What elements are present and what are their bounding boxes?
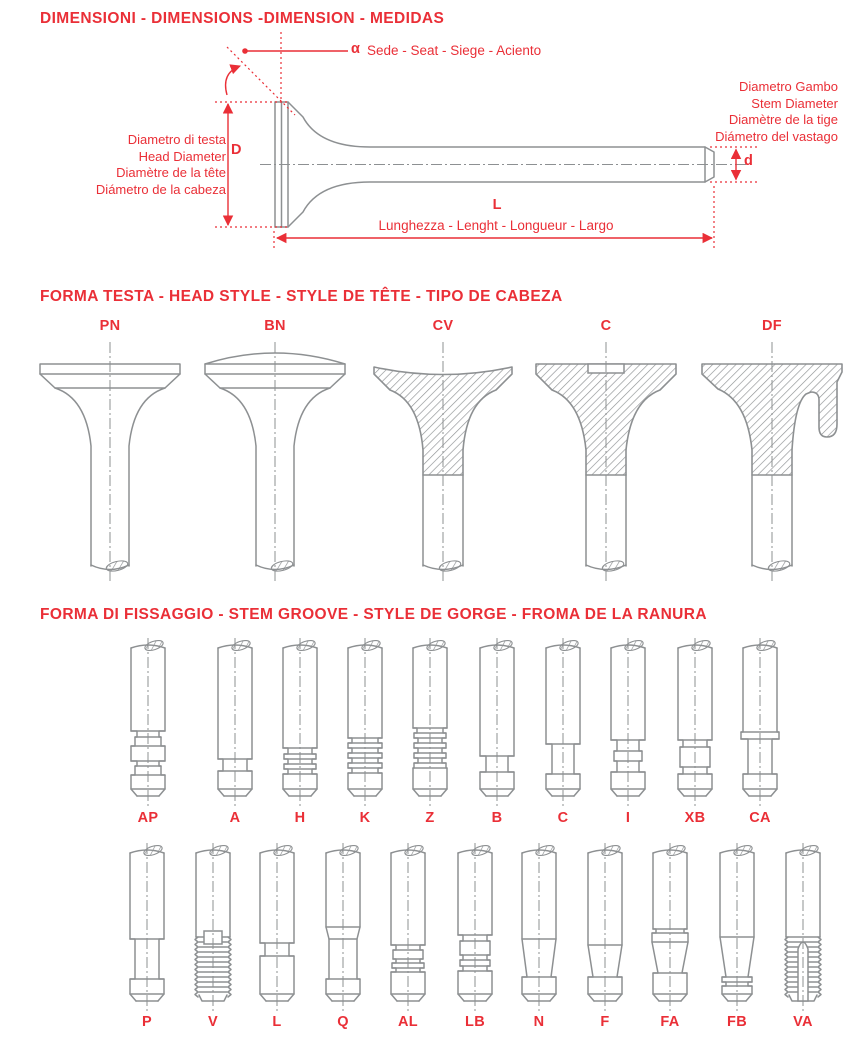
stem-groove-label-n: N	[533, 1014, 545, 1030]
head-style-figure-c	[526, 338, 686, 588]
stem-groove-label-a: A	[229, 810, 241, 826]
stem-groove-figure-fa	[638, 841, 702, 1021]
length-label: Lunghezza - Lenght - Longueur - Largo	[378, 218, 614, 233]
seat-label: Sede - Seat - Siege - Aciento	[367, 43, 542, 58]
dimension-lines	[215, 32, 760, 248]
stem-groove-label-ap: AP	[137, 810, 159, 826]
seat-angle-symbol: α	[351, 41, 360, 57]
stem-groove-label-k: K	[359, 810, 371, 826]
head-style-label-bn: BN	[264, 318, 286, 334]
head-diameter-line-en: Head Diameter	[138, 148, 226, 164]
valve-profile	[260, 102, 748, 227]
stem-grooves-title: FORMA DI FISSAGGIO - STEM GROOVE - STYLE DE GORGE - FROMA DE LA RANURA	[40, 606, 707, 623]
stem-groove-figure-fb	[705, 841, 769, 1021]
stem-groove-figure-b	[465, 636, 529, 816]
head-diameter-symbol: D	[231, 142, 242, 158]
stem-groove-label-p: P	[142, 1014, 152, 1030]
head-styles-title: FORMA TESTA - HEAD STYLE - STYLE DE TÊTE - TIPO DE CABEZA	[40, 288, 563, 305]
stem-groove-figure-ap	[116, 636, 180, 816]
stem-groove-label-xb: XB	[684, 810, 706, 826]
stem-groove-figure-i	[596, 636, 660, 816]
head-diameter-line-es: Diámetro de la cabeza	[95, 181, 226, 197]
stem-groove-figure-va	[771, 841, 835, 1021]
stem-groove-figure-l	[245, 841, 309, 1021]
head-style-figure-df	[692, 338, 852, 588]
head-style-label-c: C	[600, 318, 612, 334]
stem-groove-figure-k	[333, 636, 397, 816]
stem-diameter-line-it: Diametro Gambo	[739, 79, 838, 94]
stem-groove-label-z: Z	[425, 810, 435, 826]
stem-groove-label-fa: FA	[660, 1014, 680, 1030]
head-style-figure-bn	[195, 338, 355, 588]
stem-groove-label-v: V	[208, 1014, 218, 1030]
stem-groove-figure-n	[507, 841, 571, 1021]
head-diameter-label	[96, 132, 226, 198]
stem-groove-label-l: L	[272, 1014, 282, 1030]
stem-diameter-symbol: d	[744, 153, 753, 169]
stem-groove-label-c: C	[557, 810, 569, 826]
stem-diameter-line-es: Diámetro del vastago	[715, 128, 838, 144]
stem-groove-figure-q	[311, 841, 375, 1021]
head-diameter-line-fr: Diamètre de la tête	[116, 165, 226, 181]
stem-groove-figure-a	[203, 636, 267, 816]
stem-groove-figure-xb	[663, 636, 727, 816]
head-style-figure-pn	[30, 338, 190, 588]
head-diameter-line-it: Diametro di testa	[127, 132, 226, 147]
stem-groove-label-f: F	[600, 1014, 610, 1030]
seat-angle-arc	[226, 66, 240, 95]
length-symbol: L	[492, 197, 502, 213]
stem-groove-figure-al	[376, 841, 440, 1021]
stem-diameter-line-en: Stem Diameter	[751, 95, 838, 111]
stem-groove-figure-z	[398, 636, 462, 816]
stem-diameter-label	[715, 79, 838, 145]
stem-groove-label-ca: CA	[749, 810, 771, 826]
head-style-label-cv: CV	[432, 318, 454, 334]
stem-groove-label-i: I	[625, 810, 631, 826]
stem-groove-label-fb: FB	[727, 1014, 747, 1030]
head-style-figure-cv	[363, 338, 523, 588]
stem-groove-figure-h	[268, 636, 332, 816]
stem-groove-label-h: H	[294, 810, 306, 826]
stem-diameter-line-fr: Diamètre de la tige	[728, 112, 838, 128]
stem-groove-label-b: B	[491, 810, 503, 826]
stem-groove-label-q: Q	[337, 1014, 349, 1030]
stem-groove-label-al: AL	[398, 1014, 418, 1030]
stem-groove-figure-f	[573, 841, 637, 1021]
head-style-label-df: DF	[762, 318, 782, 334]
dimensions-title: DIMENSIONI - DIMENSIONS -DIMENSION - MEDIDAS	[40, 10, 445, 27]
head-style-label-pn: PN	[99, 318, 121, 334]
stem-groove-figure-c	[531, 636, 595, 816]
stem-groove-figure-lb	[443, 841, 507, 1021]
stem-groove-figure-p	[115, 841, 179, 1021]
stem-groove-figure-v	[181, 841, 245, 1021]
stem-groove-figure-ca	[728, 636, 792, 816]
stem-groove-label-lb: LB	[465, 1014, 485, 1030]
stem-groove-label-va: VA	[793, 1014, 813, 1030]
